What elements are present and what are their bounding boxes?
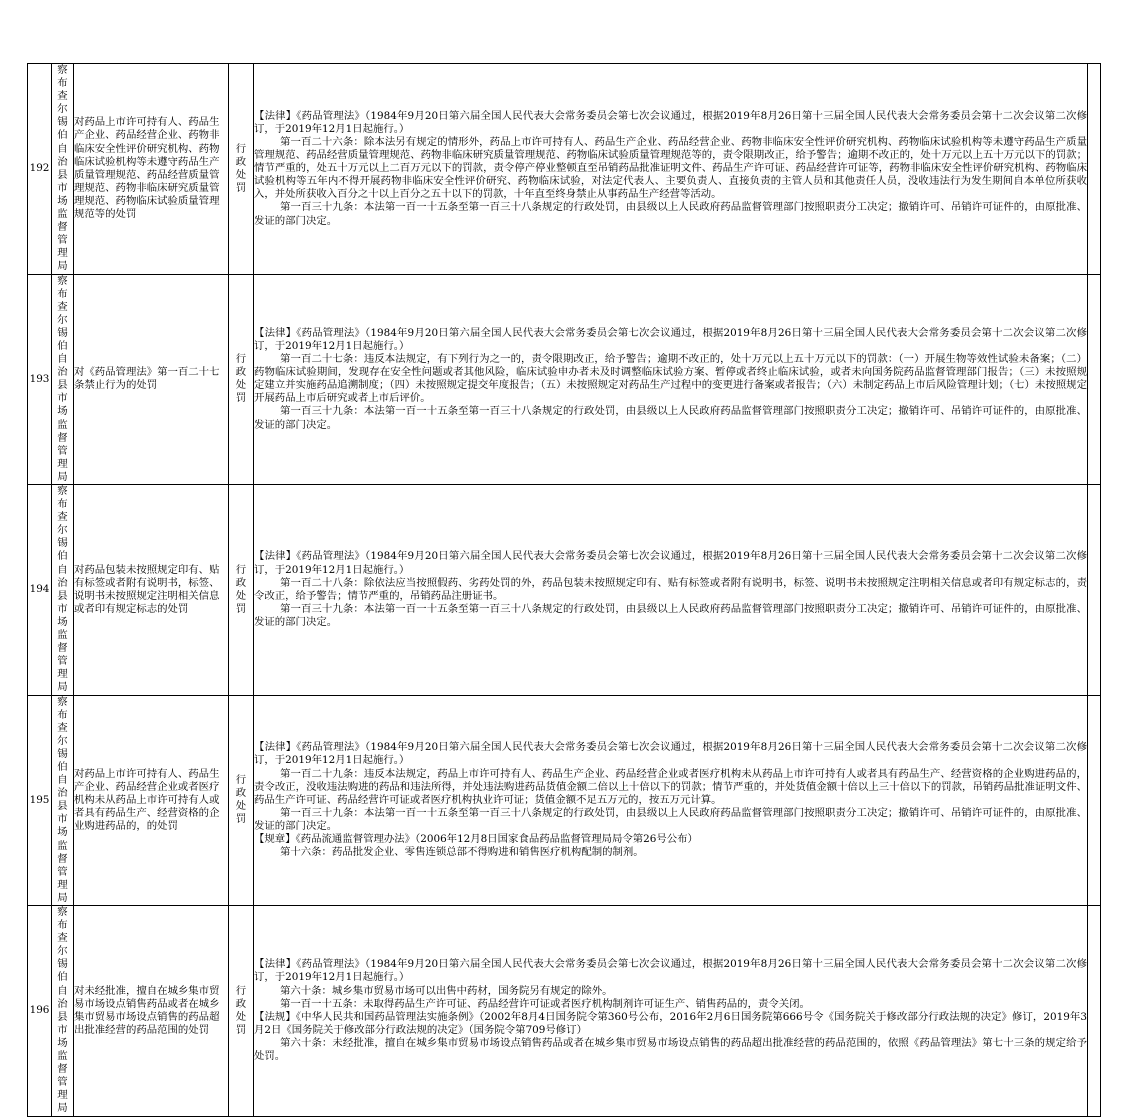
dept-char: 布: [57, 919, 68, 932]
type-char: 政: [235, 997, 247, 1010]
basis-paragraph: 第一百三十九条：本法第一百一十五条至第一百三十八条规定的行政处罚，由县级以上人民政府药品监督管理部门按照职责分工决定；撤销许可、吊销许可证件的，由原批准、发证的部门决定。: [254, 201, 1087, 227]
row-number: 196: [28, 906, 52, 1117]
basis-paragraph: 第一百二十七条：违反本法规定，有下列行为之一的，责令限期改正，给予警告；逾期不改正的，处十万元以上五十万元以下的罚款：（一）开展生物等效性试验未备案；（二）药物临床试验期间，发现存在安全性问题或者其他风险，临床试验申办者未及时调整临床试验方案、暂停或者终止临床试验，或者未向国务院药品监督管理部门报告；（三）未按照规定建立并实施药品追溯制度；（四）未按照规定提交年度报告；（五）未按照规定对药品生产过程中的变更进行备案或者报告；（六）未制定药品上市后风险管理计划；（七）未按照规定开展药品上市后研究或者上市后评价。: [254, 353, 1087, 405]
dept-char: 察: [57, 695, 68, 708]
basis-paragraph: 【法规】《中华人民共和国药品管理法实施条例》（2002年8月4日国务院令第360号公布，2016年2月6日国务院第666号令《国务院关于修改部分行政法规的决定》修订，2019年3月2日《国务院关于修改部分行政法规的决定》（国务院令第709号修订）: [254, 1010, 1087, 1036]
basis-paragraph: 【法律】《药品管理法》（1984年9月20日第六届全国人民代表大会常务委员会第七次会议通过，根据2019年8月26日第十三届全国人民代表大会常务委员会第十二次会议第二次修订，于2019年12月1日起施行。）: [254, 958, 1087, 984]
item-name: 对未经批准，擅自在城乡集市贸易市场设点销售药品或者在城乡集市贸易市场设点销售的药品超出批准经营的药品范围的处罚: [74, 906, 229, 1117]
dept-char: 治: [57, 366, 68, 379]
dept-char: 布: [57, 708, 68, 721]
dept-char: 市: [57, 813, 68, 826]
basis-paragraph: 第一百一十五条：未取得药品生产许可证、药品经营许可证或者医疗机构制剂许可证生产、销售药品的，责令关闭。: [280, 997, 810, 1010]
dept-char: 自: [57, 984, 68, 997]
type-cell: [229, 695, 254, 906]
dept-char: 理: [57, 878, 68, 891]
dept-char: 场: [57, 826, 68, 839]
type-char: 罚: [235, 813, 247, 826]
row-number: 192: [28, 64, 52, 275]
remarks-cell: [1088, 64, 1101, 275]
dept-char: 锡: [57, 747, 68, 760]
enforcement-table: [27, 63, 1101, 1117]
type-char: 行: [235, 774, 247, 787]
remarks-cell: [1088, 485, 1101, 696]
type-char: 罚: [235, 392, 247, 405]
dept-char: 市: [57, 602, 68, 615]
legal-basis: [254, 906, 1088, 1117]
type-char: 行: [235, 984, 247, 997]
table-row: [28, 906, 1101, 1117]
item-name: 对《药品管理法》第一百二十七条禁止行为的处罚: [74, 274, 229, 485]
dept-char: 锡: [57, 958, 68, 971]
basis-paragraph: 【规章】《药品流通监督管理办法》（2006年12月8日国家食品药品监督管理局局令第26号公布）: [254, 832, 698, 845]
type-char: 行: [235, 353, 247, 366]
dept-char: 察: [57, 906, 68, 918]
type-cell: [229, 274, 254, 485]
dept-char: 自: [57, 774, 68, 787]
legal-basis: [254, 64, 1088, 275]
dept-char: 监: [57, 208, 68, 221]
dept-char: 查: [57, 721, 68, 734]
row-number: 195: [28, 695, 52, 906]
dept-char: 锡: [57, 326, 68, 339]
dept-char: 县: [57, 1010, 68, 1023]
dept-char: 监: [57, 629, 68, 642]
dept-char: 场: [57, 194, 68, 207]
dept-char: 局: [57, 681, 68, 694]
type-cell: [229, 485, 254, 696]
dept-char: 县: [57, 589, 68, 602]
basis-paragraph: 【法律】《药品管理法》（1984年9月20日第六届全国人民代表大会常务委员会第七次会议通过，根据2019年8月26日第十三届全国人民代表大会常务委员会第十二次会议第二次修订，于2019年12月1日起施行。）: [254, 550, 1087, 576]
basis-paragraph: 第一百三十九条：本法第一百一十五条至第一百三十八条规定的行政处罚，由县级以上人民政府药品监督管理部门按照职责分工决定；撤销许可、吊销许可证件的，由原批准、发证的部门决定。: [254, 806, 1087, 832]
remarks-cell: [1088, 274, 1101, 485]
dept-char: 管: [57, 865, 68, 878]
legal-basis: [254, 485, 1088, 696]
row-number: 193: [28, 274, 52, 485]
table-row: [28, 695, 1101, 906]
type-char: 政: [235, 366, 247, 379]
dept-char: 县: [57, 379, 68, 392]
dept-char: 伯: [57, 550, 68, 563]
basis-paragraph: 【法律】《药品管理法》（1984年9月20日第六届全国人民代表大会常务委员会第七次会议通过，根据2019年8月26日第十三届全国人民代表大会常务委员会第十二次会议第二次修订，于2019年12月1日起施行。）: [254, 109, 1087, 135]
basis-paragraph: 【法律】《药品管理法》（1984年9月20日第六届全国人民代表大会常务委员会第七次会议通过，根据2019年8月26日第十三届全国人民代表大会常务委员会第十二次会议第二次修订，于2019年12月1日起施行。）: [254, 326, 1087, 352]
dept-char: 管: [57, 444, 68, 457]
dept-char: 治: [57, 576, 68, 589]
dept-char: 理: [57, 668, 68, 681]
type-cell: [229, 64, 254, 275]
dept-char: 查: [57, 300, 68, 313]
type-char: 罚: [235, 1023, 247, 1036]
dept-char: 查: [57, 511, 68, 524]
dept-char: 局: [57, 260, 68, 273]
dept-char: 自: [57, 563, 68, 576]
dept-char: 局: [57, 470, 68, 483]
dept-char: 尔: [57, 945, 68, 958]
department-cell: [52, 485, 74, 696]
table-row: [28, 64, 1101, 275]
dept-char: 布: [57, 498, 68, 511]
type-char: 处: [235, 168, 247, 181]
dept-char: 督: [57, 642, 68, 655]
type-char: 罚: [235, 602, 247, 615]
dept-char: 县: [57, 800, 68, 813]
dept-char: 场: [57, 405, 68, 418]
type-char: 处: [235, 800, 247, 813]
type-char: 处: [235, 1010, 247, 1023]
dept-char: 场: [57, 1036, 68, 1049]
dept-char: 督: [57, 1063, 68, 1076]
basis-paragraph: 第六十条：城乡集市贸易市场可以出售中药材，国务院另有规定的除外。: [280, 984, 613, 997]
type-char: 政: [235, 787, 247, 800]
dept-char: 布: [57, 287, 68, 300]
dept-char: 理: [57, 457, 68, 470]
dept-char: 局: [57, 891, 68, 904]
type-char: 罚: [235, 181, 247, 194]
remarks-cell: [1088, 695, 1101, 906]
dept-char: 管: [57, 234, 68, 247]
basis-paragraph: 第一百三十九条：本法第一百一十五条至第一百三十八条规定的行政处罚，由县级以上人民政府药品监督管理部门按照职责分工决定；撤销许可、吊销许可证件的，由原批准、发证的部门决定。: [254, 602, 1087, 628]
basis-paragraph: 第一百二十六条：除本法另有规定的情形外，药品上市许可持有人、药品生产企业、药品经营企业、药物非临床安全性评价研究机构、药物临床试验机构等未遵守药品生产质量管理规范、药品经营质量管理规范、药物非临床研究质量管理规范、药物临床试验质量管理规范等的，责令限期改正，给予警告；逾期不改正的，处十万元以上五十万元以下的罚款；情节严重的，处五十万元以上二百万元以下的罚款，责令停产停业整顿直至吊销药品批准证明文件、药品生产许可证、药品经营许可证等，药物非临床安全性评价研究机构、药物临床试验机构等五年内不得开展药物非临床安全性评价研究、药物临床试验，对法定代表人、主要负责人、直接负责的主管人员和其他责任人员，没收违法行为发生期间自本单位所获收入，并处所获收入百分之十以上百分之五十以下的罚款，十年直至终身禁止从事药品生产经营等活动。: [254, 136, 1087, 201]
basis-paragraph: 第十六条：药品批发企业、零售连锁总部不得购进和销售医疗机构配制的制剂。: [280, 846, 644, 859]
dept-char: 察: [57, 274, 68, 287]
table-row: [28, 274, 1101, 485]
dept-char: 查: [57, 90, 68, 103]
row-number: 194: [28, 485, 52, 696]
remarks-cell: [1088, 906, 1101, 1117]
dept-char: 布: [57, 77, 68, 90]
dept-char: 督: [57, 852, 68, 865]
dept-char: 尔: [57, 734, 68, 747]
dept-char: 察: [57, 64, 68, 76]
type-char: 政: [235, 576, 247, 589]
dept-char: 督: [57, 221, 68, 234]
department-cell: [52, 695, 74, 906]
basis-paragraph: 第一百二十九条：违反本法规定，药品上市许可持有人、药品生产企业、药品经营企业或者医疗机构未从药品上市许可持有人或者具有药品生产、经营资格的企业购进药品的，责令改正，没收违法购进的药品和违法所得，并处违法购进药品货值金额二倍以上十倍以下的罚款；情节严重的，并处货值金额十倍以上三十倍以下的罚款，吊销药品批准证明文件、药品生产许可证、药品经营许可证或者医疗机构执业许可证；货值金额不足五万元的，按五万元计算。: [254, 767, 1087, 806]
dept-char: 市: [57, 392, 68, 405]
dept-char: 管: [57, 1076, 68, 1089]
basis-paragraph: 【法律】《药品管理法》（1984年9月20日第六届全国人民代表大会常务委员会第七次会议通过，根据2019年8月26日第十三届全国人民代表大会常务委员会第十二次会议第二次修订，于2019年12月1日起施行。）: [254, 741, 1087, 767]
dept-char: 管: [57, 655, 68, 668]
item-name: 对药品上市许可持有人、药品生产企业、药品经营企业或者医疗机构未从药品上市许可持有人或者具有药品生产、经营资格的企业购进药品的，的处罚: [74, 695, 229, 906]
dept-char: 治: [57, 997, 68, 1010]
basis-paragraph: 第六十条：未经批准，擅自在城乡集市贸易市场设点销售药品或者在城乡集市贸易市场设点销售的药品超出批准经营的药品范围的，依照《药品管理法》第七十三条的规定给予处罚。: [254, 1036, 1087, 1063]
table-row: [28, 485, 1101, 696]
dept-char: 市: [57, 181, 68, 194]
dept-char: 伯: [57, 129, 68, 142]
dept-char: 理: [57, 1089, 68, 1102]
dept-char: 锡: [57, 537, 68, 550]
type-cell: [229, 906, 254, 1117]
type-char: 政: [235, 155, 247, 168]
dept-char: 尔: [57, 313, 68, 326]
dept-char: 察: [57, 485, 68, 497]
dept-char: 锡: [57, 116, 68, 129]
item-name: 对药品上市许可持有人、药品生产企业、药品经营企业、药物非临床安全性评价研究机构、药物临床试验机构等未遵守药品生产质量管理规范、药品经营质量管理规范、药物非临床研究质量管理规范、药物临床试验质量管理规范等的处罚: [74, 64, 229, 275]
dept-char: 伯: [57, 339, 68, 352]
type-char: 行: [235, 563, 247, 576]
type-char: 处: [235, 379, 247, 392]
dept-char: 督: [57, 431, 68, 444]
dept-char: 监: [57, 418, 68, 431]
dept-char: 场: [57, 615, 68, 628]
dept-char: 自: [57, 142, 68, 155]
legal-basis: [254, 274, 1088, 485]
dept-char: 自: [57, 353, 68, 366]
dept-char: 伯: [57, 760, 68, 773]
dept-char: 局: [57, 1102, 68, 1115]
legal-basis: [254, 695, 1088, 906]
dept-char: 治: [57, 155, 68, 168]
dept-char: 尔: [57, 524, 68, 537]
dept-char: 查: [57, 932, 68, 945]
basis-paragraph: 第一百三十九条：本法第一百一十五条至第一百三十八条规定的行政处罚，由县级以上人民政府药品监督管理部门按照职责分工决定；撤销许可、吊销许可证件的，由原批准、发证的部门决定。: [254, 405, 1087, 431]
dept-char: 尔: [57, 103, 68, 116]
basis-paragraph: 第一百二十八条：除依法应当按照假药、劣药处罚的外，药品包装未按照规定印有、贴有标签或者附有说明书，标签、说明书未按照规定注明相关信息或者印有规定标志的，责令改正，给予警告；情节严重的，吊销药品注册证书。: [254, 576, 1087, 602]
dept-char: 治: [57, 787, 68, 800]
dept-char: 理: [57, 247, 68, 260]
dept-char: 监: [57, 1050, 68, 1063]
item-name: 对药品包装未按照规定印有、贴有标签或者附有说明书，标签、说明书未按照规定注明相关信息或者印有规定标志的处罚: [74, 485, 229, 696]
department-cell: [52, 64, 74, 275]
dept-char: 伯: [57, 971, 68, 984]
type-char: 处: [235, 589, 247, 602]
department-cell: [52, 274, 74, 485]
dept-char: 监: [57, 839, 68, 852]
type-char: 行: [235, 142, 247, 155]
dept-char: 市: [57, 1023, 68, 1036]
department-cell: [52, 906, 74, 1117]
dept-char: 县: [57, 168, 68, 181]
